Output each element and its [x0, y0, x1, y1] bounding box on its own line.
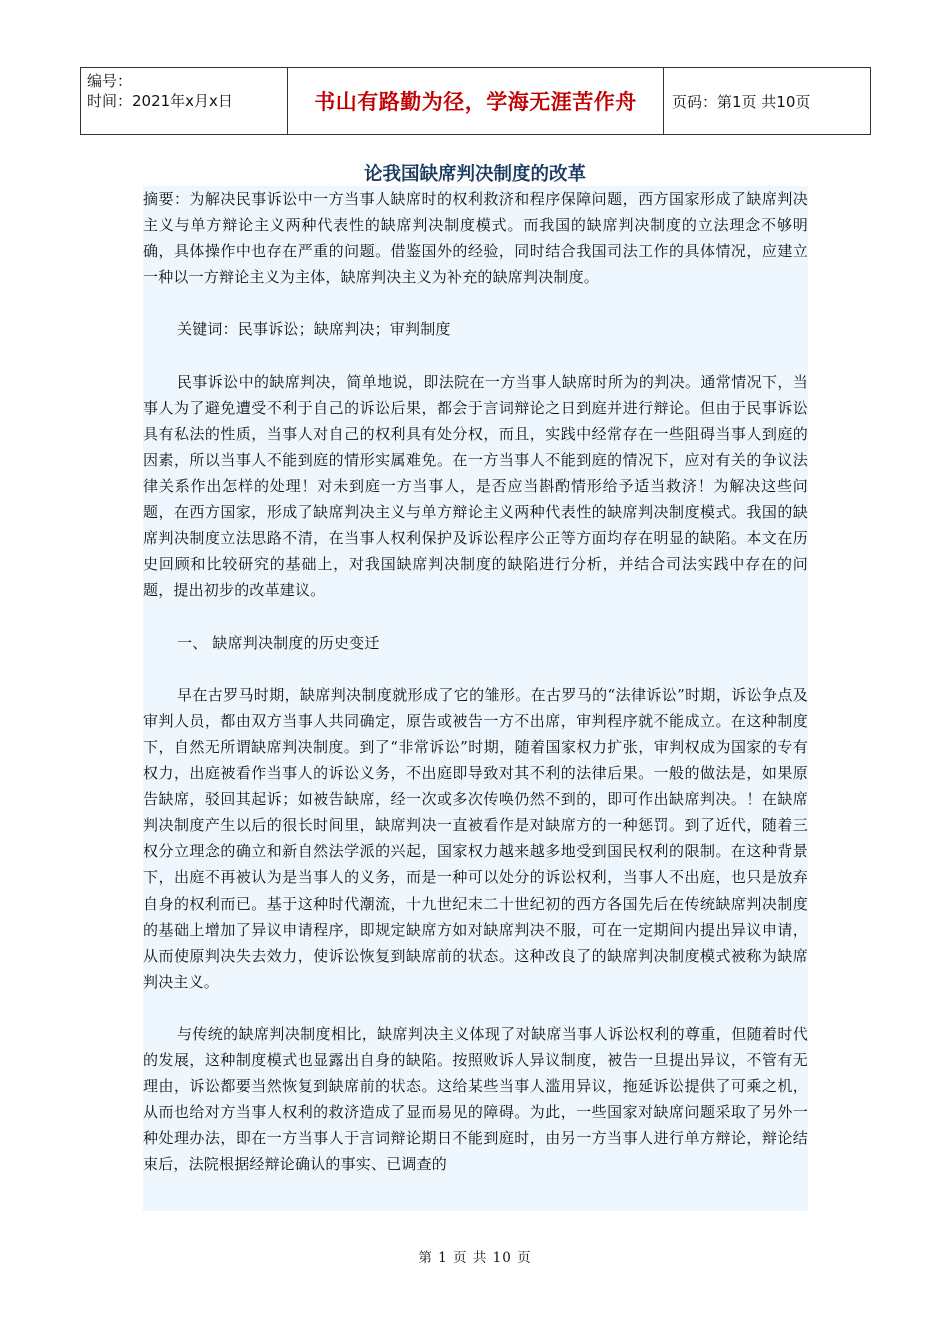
- paragraph-spacer: [143, 656, 808, 682]
- document-time-label: 时间：2021年x月x日: [87, 92, 233, 110]
- section-heading: 一、 缺席判决制度的历史变迁: [177, 633, 380, 652]
- header-page-info: 页码：第1页 共10页: [664, 68, 871, 135]
- paragraph-spacer: [143, 995, 808, 1021]
- history-paragraph: 早在古罗马时期，缺席判决制度就形成了它的雏形。在古罗马的“法律诉讼”时期，诉讼争点及审判人员，都由双方当事人共同确定，原告或被告一方不出席，审判程序就不能成立。在这种制度下，自然无所谓缺席判决制度。到了“非常诉讼”时期，随着国家权力扩张，审判权成为国家的专有权力，出庭被看作当事人的诉讼义务，不出庭即导致对其不利的法律后果。一般的做法是，如果原告缺席，驳回其起诉；如被告缺席，经一次或多次传唤仍然不到的，即可作出缺席判决。！在缺席判决制度产生以后的很长时间里，缺席判决一直被看作是对缺席方的一种惩罚。到了近代，随着三权分立理念的确立和新自然法学派的兴起，国家权力越来越多地受到国民权利的限制。在这种背景下，出庭不再被认为是当事人的义务，而是一种可以处分的诉讼权利，当事人不出庭，也只是放弃自身的权利而已。基于这种时代潮流，十九世纪末二十世纪初的西方各国先后在传统缺席判决制度的基础上增加了异议申请程序，即规定缺席方如对缺席判决不服，可在一定期间内提出异议申请，从而使原判决失去效力，使诉讼恢复到缺席前的状态。这种改良了的缺席判决制度模式被称为缺席判决主义。: [143, 685, 808, 991]
- abstract-paragraph: 摘要：为解决民事诉讼中一方当事人缺席时的权利救济和程序保障问题，西方国家形成了缺席判决主义与单方辩论主义两种代表性的缺席判决制度模式。而我国的缺席判决制度的立法理念不够明确，具体操作中也存在严重的问题。借鉴国外的经验，同时结合我国司法工作的具体情况，应建立一种以一方辩论主义为主体，缺席判决主义为补充的缺席判决制度。: [143, 190, 808, 287]
- document-number-label: 编号：: [87, 72, 133, 90]
- document-body: [143, 186, 808, 1211]
- header-meta-cell: [81, 68, 288, 135]
- paragraph-spacer: [143, 604, 808, 630]
- header-table: [80, 67, 871, 135]
- paragraph-spacer: [143, 343, 808, 369]
- page-footer: 第 1 页 共 10 页: [418, 1250, 532, 1266]
- document-title: 论我国缺席判决制度的改革: [363, 164, 586, 185]
- paragraph-spacer: [143, 290, 808, 316]
- header-motto: 书山有路勤为径，学海无涯苦作舟: [288, 68, 664, 135]
- intro-paragraph: 民事诉讼中的缺席判决，简单地说，即法院在一方当事人缺席时所为的判决。通常情况下，当事人为了避免遭受不利于自己的诉讼后果，都会于言词辩论之日到庭并进行辩论。但由于民事诉讼具有私法的性质，当事人对自己的权利具有处分权，而且，实践中经常存在一些阻碍当事人到庭的因素，所以当事人不能到庭的情形实属难免。在一方当事人不能到庭的情况下，应对有关的争议法律关系作出怎样的处理！对未到庭一方当事人，是否应当斟酌情形给予适当救济！为解决这些问题，在西方国家，形成了缺席判决主义与单方辩论主义两种代表性的缺席判决制度模式。我国的缺席判决制度立法思路不清，在当事人权利保护及诉讼程序公正等方面均存在明显的缺陷。本文在历史回顾和比较研究的基础上，对我国缺席判决制度的缺陷进行分析，并结合司法实践中存在的问题，提出初步的改革建议。: [143, 372, 808, 600]
- comparison-paragraph: 与传统的缺席判决制度相比，缺席判决主义体现了对缺席当事人诉讼权利的尊重，但随着时代的发展，这种制度模式也显露出自身的缺陷。按照败诉人异议制度，被告一旦提出异议，不管有无理由，诉讼都要当然恢复到缺席前的状态。这给某些当事人滥用异议，拖延诉讼提供了可乘之机，从而也给对方当事人权利的救济造成了显而易见的障碍。为此，一些国家对缺席问题采取了另外一种处理办法，即在一方当事人于言词辩论期日不能到庭时，由另一方当事人进行单方辩论，辩论结束后，法院根据经辩论确认的事实、已调查的: [143, 1025, 808, 1174]
- keywords-line: 关键词：民事诉讼；缺席判决；审判制度: [177, 320, 451, 339]
